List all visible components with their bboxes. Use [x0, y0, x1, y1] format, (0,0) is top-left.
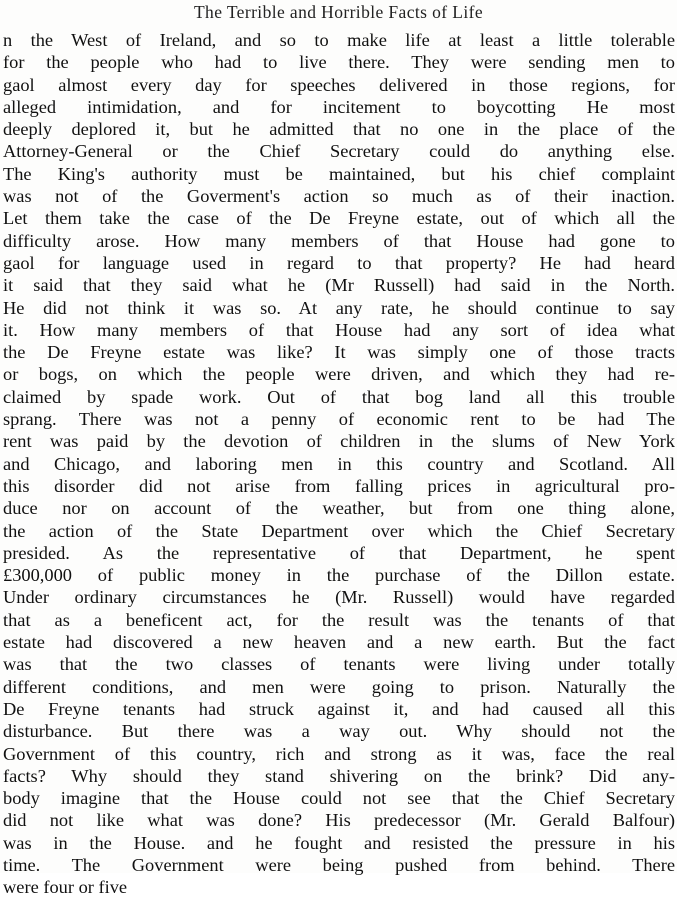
text-line: or bogs, on which the people were driven, and which they had re-	[3, 364, 675, 385]
text-line: sprang. There was not a penny of economic rent to be had The	[3, 409, 675, 430]
text-line: this disorder did not arise from falling prices in agricultural pro-	[3, 475, 675, 496]
text-line: was not of the Goverment's action so much as of their inaction.	[3, 186, 675, 207]
text-line: time. The Government were being pushed from behind. There	[3, 854, 675, 875]
text-line: was that the two classes of tenants were living under totally	[3, 654, 675, 675]
text-line: gaol almost every day for speeches delivered in those regions, for	[3, 74, 675, 95]
text-line: body imagine that the House could not see that the Chief Secretary	[3, 788, 675, 809]
text-line: Attorney-General or the Chief Secretary could do anything else.	[3, 141, 675, 162]
text-line: the De Freyne estate was like? It was simply one of those tracts	[3, 342, 675, 363]
text-line: and Chicago, and laboring men in this country and Scotland. All	[3, 453, 675, 474]
text-line: difficulty arose. How many members of that House had gone to	[3, 230, 675, 251]
text-line: were four or five	[3, 877, 128, 898]
text-line: duce nor on account of the weather, but from one thing alone,	[3, 498, 675, 519]
text-line: Under ordinary circumstances he (Mr. Russell) would have regarded	[3, 587, 675, 608]
text-line: presided. As the representative of that Department, he spent	[3, 542, 675, 563]
text-line: was in the House. and he fought and resisted the pressure in his	[3, 832, 675, 853]
text-line: De Freyne tenants had struck against it, and had caused all this	[3, 698, 675, 719]
text-line: claimed by spade work. Out of that bog land all this trouble	[3, 386, 675, 407]
text-line: Let them take the case of the De Freyne estate, out of which all the	[3, 208, 675, 229]
text-line: The King's authority must be maintained, but his chief complaint	[3, 163, 675, 184]
text-line: facts? Why should they stand shivering on the brink? Did any-	[3, 765, 675, 786]
text-line: it. How many members of that House had any sort of idea what	[3, 319, 675, 340]
text-line: rent was paid by the devotion of children in the slums of New York	[3, 431, 675, 452]
text-line: £300,000 of public money in the purchase of the Dillon estate.	[3, 565, 675, 586]
article-body	[3, 29, 675, 899]
text-line: the action of the State Department over which the Chief Secretary	[3, 520, 675, 541]
text-line: for the people who had to live there. They were sending men to	[3, 52, 675, 73]
text-line: gaol for language used in regard to that property? He had heard	[3, 252, 675, 273]
text-line: estate had discovered a new heaven and a new earth. But the fact	[3, 632, 675, 653]
text-line: disturbance. But there was a way out. Why should not the	[3, 721, 675, 742]
text-line: Government of this country, rich and strong as it was, face the real	[3, 743, 675, 764]
text-line: that as a beneficent act, for the result was the tenants of that	[3, 609, 675, 630]
text-line: it said that they said what he (Mr Russell) had said in the North.	[3, 275, 675, 296]
text-line: deeply deplored it, but he admitted that no one in the place of the	[3, 119, 675, 140]
text-line: different conditions, and men were going to prison. Naturally the	[3, 676, 675, 697]
running-title: The Terrible and Horrible Facts of Life	[193, 2, 484, 22]
text-line: n the West of Ireland, and so to make life at least a little tolerable	[3, 30, 675, 50]
text-line: He did not think it was so. At any rate, he should continue to say	[3, 297, 675, 318]
text-line: did not like what was done? His predecessor (Mr. Gerald Balfour)	[3, 810, 675, 831]
text-line: alleged intimidation, and for incitement to boycotting He most	[3, 96, 675, 117]
